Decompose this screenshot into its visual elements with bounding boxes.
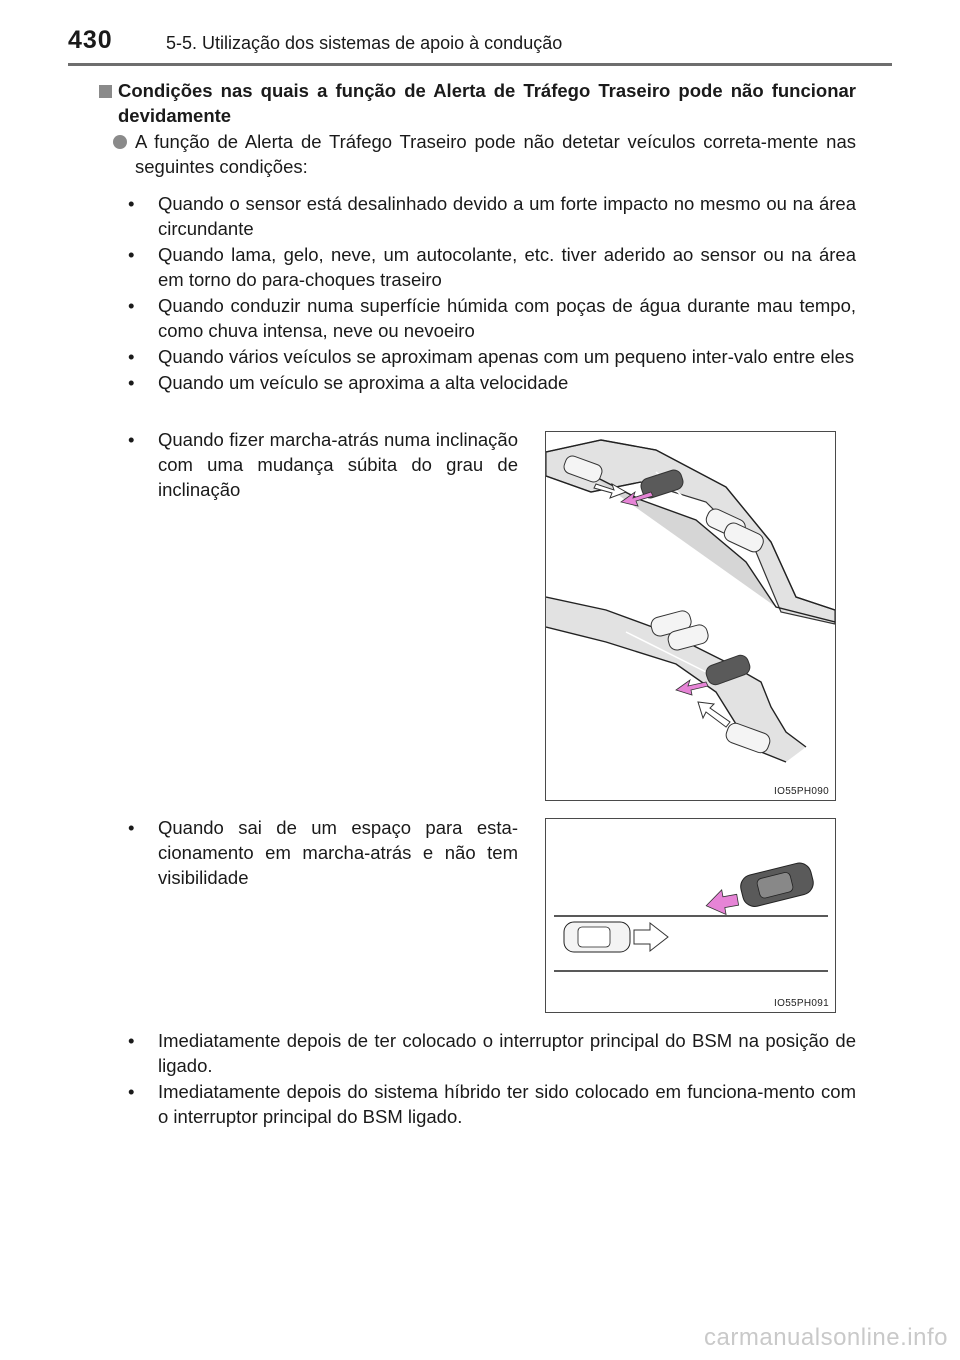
- page-number: 430: [68, 26, 113, 54]
- figure-slope-illustration: [545, 431, 836, 801]
- watermark: carmanualsonline.info: [704, 1324, 948, 1351]
- list-item: • Quando vários veículos se aproximam apenas com um pequeno inter-valo entre eles: [122, 344, 856, 369]
- figure-code: IO55PH090: [774, 786, 829, 797]
- list-item: • Imediatamente depois do sistema híbrido ter sido colocado em funciona-mento com o interruptor principal do BSM ligado.: [122, 1079, 856, 1129]
- page-header: [0, 0, 960, 68]
- car-icon: [738, 861, 816, 909]
- figure-parking-illustration: [545, 818, 836, 1013]
- direction-arrow-icon: [704, 887, 740, 917]
- list-item: • Imediatamente depois de ter colocado o interruptor principal do BSM na posição de ligado.: [122, 1028, 856, 1078]
- figure-code: IO55PH091: [774, 998, 829, 1009]
- list-item: • Quando conduzir numa superfície húmida com poças de água durante mau tempo, como chuva intensa, neve ou nevoeiro: [122, 293, 856, 343]
- conditions-list: [122, 191, 856, 396]
- intro-paragraph: A função de Alerta de Tráfego Traseiro pode não detetar veículos correta-mente nas seguintes condições:: [135, 131, 856, 177]
- figure-1-caption-list: [122, 427, 518, 502]
- figure-2-caption-list: [122, 815, 518, 890]
- slope-road-drawing: [546, 432, 835, 800]
- direction-arrow-icon: [634, 923, 668, 951]
- header-divider: [68, 63, 892, 66]
- list-item: • Quando fizer marcha-atrás numa inclinação com uma mudança súbita do grau de inclinação: [122, 427, 518, 502]
- list-item: • Quando lama, gelo, neve, um autocolante, etc. tiver aderido ao sensor ou na área em torno do para-choques traseiro: [122, 242, 856, 292]
- bullet-circle-icon: [113, 135, 127, 149]
- section-heading: Condições nas quais a função de Alerta de Tráfego Traseiro pode não funcionar devidamente: [118, 80, 856, 126]
- bsm-conditions-list: [122, 1028, 856, 1130]
- list-item: • Quando sai de um espaço para esta-cionamento em marcha-atrás e não tem visibilidade: [122, 815, 518, 890]
- car-icon: [564, 922, 630, 952]
- list-item: • Quando um veículo se aproxima a alta velocidade: [122, 370, 856, 395]
- section-title: 5-5. Utilização dos sistemas de apoio à condução: [166, 33, 563, 53]
- parking-drawing: [546, 819, 835, 1012]
- heading-square-icon: [99, 85, 112, 98]
- list-item: • Quando o sensor está desalinhado devido a um forte impacto no mesmo ou na área circundante: [122, 191, 856, 241]
